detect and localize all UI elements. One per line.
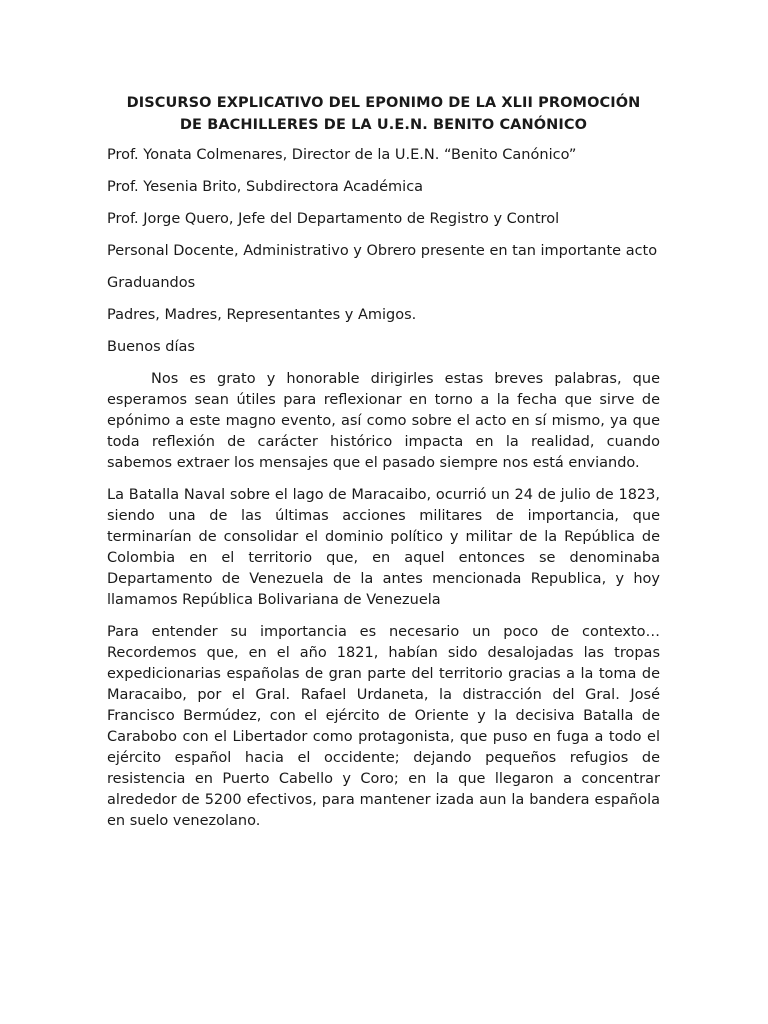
greeting: Buenos días [107,339,195,355]
document-title [107,92,660,136]
salutation-director: Prof. Yonata Colmenares, Director de la U.E.N. “Benito Canónico” [107,147,577,163]
salutation-graduandos: Graduandos [107,275,196,291]
document-page [107,92,660,843]
title-line-2: DE BACHILLERES DE LA U.E.N. BENITO CANÓNICO [179,117,588,133]
paragraph-contexto: Para entender su importancia es necesario un poco de contexto… Recordemos que, en el año 1821, habían sido desalojadas las tropas expedicionarias españolas de gran parte del territorio gracias a la toma de Maracaibo, por el Gral. Rafael Urdaneta, la distracción del Gral. José Francisco Bermúdez, con el ejército de Oriente y la decisiva Batalla de Carabobo con el Libertador como protagonista, que puso en fuga a todo el ejército español hacia el occidente; dejando pequeños refugios de resistencia en Puerto Cabello y Coro; en la que llegaron a concentrar alrededor de 5200 efectivos, para mantener izada aun la bandera española en suelo venezolano. [107,624,660,829]
salutation-jefe-registro: Prof. Jorge Quero, Jefe del Departamento de Registro y Control [107,211,560,227]
title-line-1: DISCURSO EXPLICATIVO DEL EPONIMO DE LA XLII PROMOCIÓN [126,95,641,111]
paragraph-batalla-naval: La Batalla Naval sobre el lago de Maracaibo, ocurrió un 24 de julio de 1823, siendo una de las últimas acciones militares de importancia, que terminarían de consolidar el dominio político y militar de la República de Colombia en el territorio que, en aquel entonces se denominaba Departamento de Venezuela de la antes mencionada Republica, y hoy llamamos República Bolivariana de Venezuela [107,487,660,608]
salutation-personal: Personal Docente, Administrativo y Obrero presente en tan importante acto [107,243,658,259]
paragraph-intro: Nos es grato y honorable dirigirles estas breves palabras, que esperamos sean útiles para reflexionar en torno a la fecha que sirve de epónimo a este magno evento, así como sobre el acto en sí mismo, ya que toda reflexión de carácter histórico impacta en la realidad, cuando sabemos extraer los mensajes que el pasado siempre nos está enviando. [107,371,660,471]
salutation-padres: Padres, Madres, Representantes y Amigos. [107,307,417,323]
salutation-subdirectora: Prof. Yesenia Brito, Subdirectora Académica [107,179,424,195]
